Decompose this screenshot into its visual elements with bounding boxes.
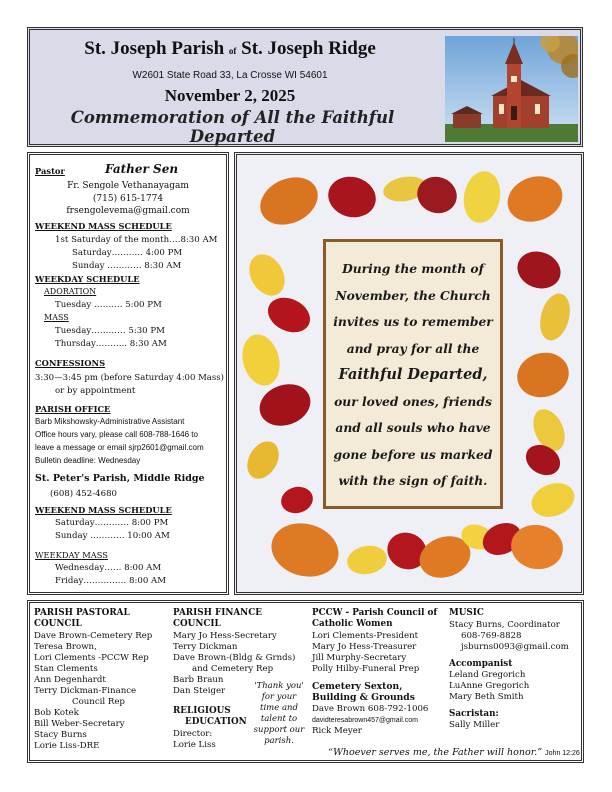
confessions-appointment: or by appointment [55, 386, 136, 396]
thank-you-line: time and [260, 703, 298, 713]
pccw-member: Mary Jo Hess-Treasurer [312, 642, 417, 652]
weekday-mass-line: Thursday……….. 8:30 AM [55, 339, 167, 349]
st-peter-weekend-line: Sunday ………… 10:00 AM [55, 531, 170, 541]
st-peter-weekday-line: Friday…………… 8:00 AM [55, 576, 167, 586]
parish-office-heading: PARISH OFFICE [35, 404, 111, 414]
council-member: Teresa Brown, [34, 642, 97, 652]
st-peter-weekday-heading: WEEKDAY MASS [35, 550, 108, 560]
office-line: Barb Mikshowsky-Administrative Assistant [35, 417, 185, 426]
pastor-phone: (715) 615-1774 [92, 194, 164, 204]
council-member: Council Rep [72, 697, 125, 707]
scripture-text: “Whoever serves me, the Father will honor.” [328, 747, 543, 758]
office-line: Office hours vary, please call 608-788-1646 to [35, 430, 198, 439]
thank-you-line: parish. [264, 736, 294, 746]
sacristan-heading: Sacristan: [449, 709, 499, 719]
council-member: Dave Brown-Cemetery Rep [34, 631, 153, 641]
pccw-member: Jill Murphy-Secretary [312, 653, 407, 663]
november-reflection-panel [234, 152, 584, 595]
council-member: Stan Clements [34, 664, 98, 674]
confessions-heading: CONFESSIONS [35, 358, 106, 368]
weekend-mass-line: Sunday ………… 8:30 AM [72, 261, 182, 271]
quote-line: November, the Church [335, 287, 491, 303]
closing-scripture [328, 747, 580, 758]
thank-you-line: support our [253, 725, 305, 735]
council-member: Bill Weber-Secretary [34, 719, 125, 729]
pastoral-council-heading: COUNCIL [34, 619, 82, 629]
reflection-text [332, 256, 494, 495]
st-peter-heading: St. Peter's Parish, Middle Ridge [35, 473, 205, 484]
religious-ed-director: Lorie Liss [173, 740, 216, 750]
cemetery-heading: Cemetery Sexton, [312, 681, 403, 692]
weekend-mass-line: Saturday……….. 4:00 PM [72, 248, 183, 258]
finance-council-heading: PARISH FINANCE [173, 608, 262, 618]
council-member: Ann Degenhardt [34, 675, 106, 685]
office-line: Bulletin deadline: Wednesday [35, 456, 141, 465]
accompanist-name: LuAnne Gregorich [449, 681, 530, 691]
bulletin-date: November 2, 2025 [164, 86, 296, 105]
church-icon [445, 36, 578, 142]
pastor-label: Pastor [35, 166, 65, 176]
quote-line: invites us to remember [333, 314, 493, 329]
music-heading: MUSIC [449, 608, 484, 618]
weekday-mass-line: Tuesday………… 5:30 PM [55, 326, 165, 336]
mass-label: MASS [44, 313, 69, 322]
quote-frame [323, 239, 503, 509]
schedule-sidebar [27, 152, 229, 595]
st-peter-weekend-heading: WEEKEND MASS SCHEDULE [35, 505, 172, 515]
cemetery-email[interactable]: davidteresabrown457@gmail.com [312, 717, 418, 724]
finance-member: Dave Brown-(Bldg & Grnds) [173, 653, 296, 663]
religious-ed-heading: RELIGIOUS [173, 706, 231, 716]
quote-line: and all souls who have [335, 420, 491, 435]
finance-member: Mary Jo Hess-Secretary [173, 631, 277, 641]
st-peter-weekday-line: Wednesday…… 8:00 AM [55, 563, 162, 573]
pastor-name: Fr. Sengole Vethanayagam [67, 181, 189, 191]
finance-member: Dan Steiger [173, 686, 226, 696]
header-banner [27, 27, 583, 147]
music-coordinator: Stacy Burns, Coordinator [449, 620, 560, 630]
office-line: leave a message or email sjrp2601@gmail.com [35, 443, 204, 452]
quote-line: gone before us marked [333, 446, 493, 462]
quote-line: our loved ones, friends [334, 393, 492, 409]
thank-you-line: talent to [260, 714, 298, 724]
ridge-name: St. Joseph Ridge [241, 38, 376, 59]
st-peter-phone: (608) 452-4680 [50, 489, 118, 499]
religious-ed-director-label: Director: [173, 729, 213, 739]
weekday-schedule-heading: WEEKDAY SCHEDULE [35, 274, 140, 284]
scripture-reference: John 12:26 [545, 750, 580, 757]
of-connector: of [228, 46, 237, 56]
finance-member: Terry Dickman [173, 642, 238, 652]
thank-you-line: 'Thank you' [254, 681, 304, 691]
finance-council-heading: COUNCIL [173, 619, 221, 629]
finance-member: and Cemetery Rep [192, 664, 274, 674]
councils-directory [27, 600, 584, 763]
thank-you-note [248, 681, 310, 747]
quote-line-emphasis: Faithful Departed, [338, 366, 488, 383]
parish-title [30, 38, 430, 60]
accompanist-name: Leland Gregorich [449, 670, 526, 680]
religious-ed-heading: EDUCATION [185, 717, 247, 727]
confessions-time: 3:30—3:45 pm (before Saturday 4:00 Mass) [35, 373, 224, 383]
quote-line: and pray for all the [346, 340, 480, 356]
cemetery-contact: Dave Brown 608-792-1006 [312, 704, 429, 714]
finance-member: Barb Braun [173, 675, 224, 685]
thank-you-line: for your [261, 692, 297, 702]
adoration-time: Tuesday ………. 5:00 PM [55, 300, 162, 310]
st-peter-weekend-line: Saturday………… 8:00 PM [55, 518, 169, 528]
quote-line: During the month of [342, 261, 484, 276]
music-email[interactable]: jsburns0093@gmail.com [461, 642, 569, 652]
quote-line: with the sign of faith. [338, 473, 488, 488]
pastor-email[interactable]: frsengolevema@gmail.com [66, 206, 190, 216]
council-member: Stacy Burns [34, 730, 87, 740]
pccw-heading: PCCW - Parish Council of [312, 608, 438, 618]
music-phone: 608-769-8828 [461, 631, 522, 641]
adoration-label: ADORATION [44, 287, 97, 296]
pccw-heading: Catholic Women [312, 619, 393, 629]
pastor-title: Father Sen [105, 162, 179, 176]
parish-name: St. Joseph Parish [84, 38, 225, 59]
weekend-mass-line: 1st Saturday of the month….8:30 AM [55, 235, 218, 245]
feast-title: Commemoration of All the Faithful Departed [70, 108, 395, 146]
sacristan-name: Sally Miller [449, 720, 500, 730]
council-member: Lorie Liss-DRE [34, 741, 100, 751]
cemetery-heading: Building & Grounds [312, 692, 415, 703]
church-photo [445, 36, 578, 142]
pccw-member: Polly Hilby-Funeral Prep [312, 664, 420, 674]
parish-address: W2601 State Road 33, La Crosse WI 54601 [132, 70, 328, 81]
council-member: Terry Dickman-Finance [34, 686, 137, 696]
council-member: Bob Kotek [34, 708, 79, 718]
council-member: Lori Clements -PCCW Rep [34, 653, 149, 663]
weekend-mass-heading: WEEKEND MASS SCHEDULE [35, 221, 172, 231]
cemetery-contact: Rick Meyer [312, 726, 362, 736]
pastoral-council-heading: PARISH PASTORAL [34, 608, 130, 618]
accompanist-heading: Accompanist [449, 659, 513, 669]
pccw-member: Lori Clements-President [312, 631, 419, 641]
accompanist-name: Mary Beth Smith [449, 692, 524, 702]
